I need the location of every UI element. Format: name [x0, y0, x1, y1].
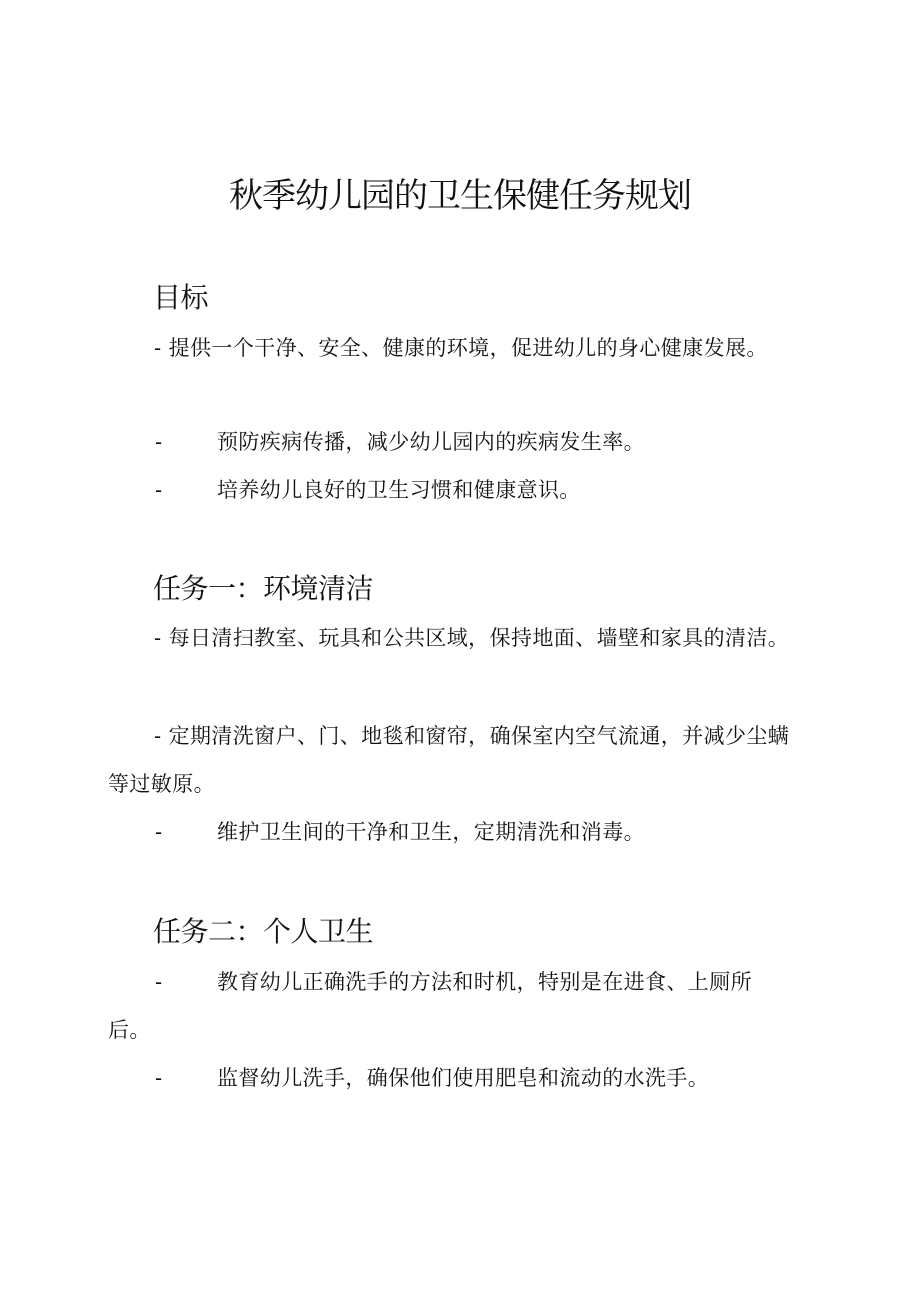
goal-list-item-3 — [155, 466, 815, 514]
goal-item-text: 培养幼儿良好的卫生习惯和健康意识。 — [217, 478, 581, 502]
task2-item-text: 教育幼儿正确洗手的方法和时机，特别是在进食、上厕所 — [217, 970, 752, 994]
goal-item-text: 预防疾病传播，减少幼儿园内的疾病发生率。 — [217, 430, 645, 454]
bullet-dash: - — [155, 1066, 163, 1090]
bullet-dash: - — [155, 478, 163, 502]
task2-item-text: 监督幼儿洗手，确保他们使用肥皂和流动的水洗手。 — [217, 1066, 710, 1090]
task1-list-item-3 — [155, 808, 815, 856]
task2-item-text-continued: 后。 — [108, 1018, 151, 1042]
page-title: 秋季幼儿园的卫生保健任务规划 — [229, 176, 691, 216]
goal-list-item-2 — [155, 418, 815, 466]
section-heading-goals: 目标 — [153, 281, 209, 314]
section-heading-task-2: 任务二：个人卫生 — [153, 915, 374, 948]
goal-paragraph-1: - 提供一个干净、安全、健康的环境，促进幼儿的身心健康发展。 — [154, 336, 768, 360]
bullet-dash: - — [155, 820, 163, 844]
task2-list-item-2 — [155, 1054, 815, 1102]
bullet-dash: - — [155, 970, 163, 994]
bullet-dash: - — [155, 430, 163, 454]
task1-item-text: 维护卫生间的干净和卫生，定期清洗和消毒。 — [217, 820, 645, 844]
task1-paragraph-2: - 定期清洗窗户、门、地毯和窗帘，确保室内空气流通，并减少尘螨等过敏原。 — [108, 724, 790, 796]
section-heading-task-1: 任务一：环境清洁 — [153, 572, 374, 605]
task1-paragraph-1: - 每日清扫教室、玩具和公共区域，保持地面、墙壁和家具的清洁。 — [154, 626, 790, 650]
